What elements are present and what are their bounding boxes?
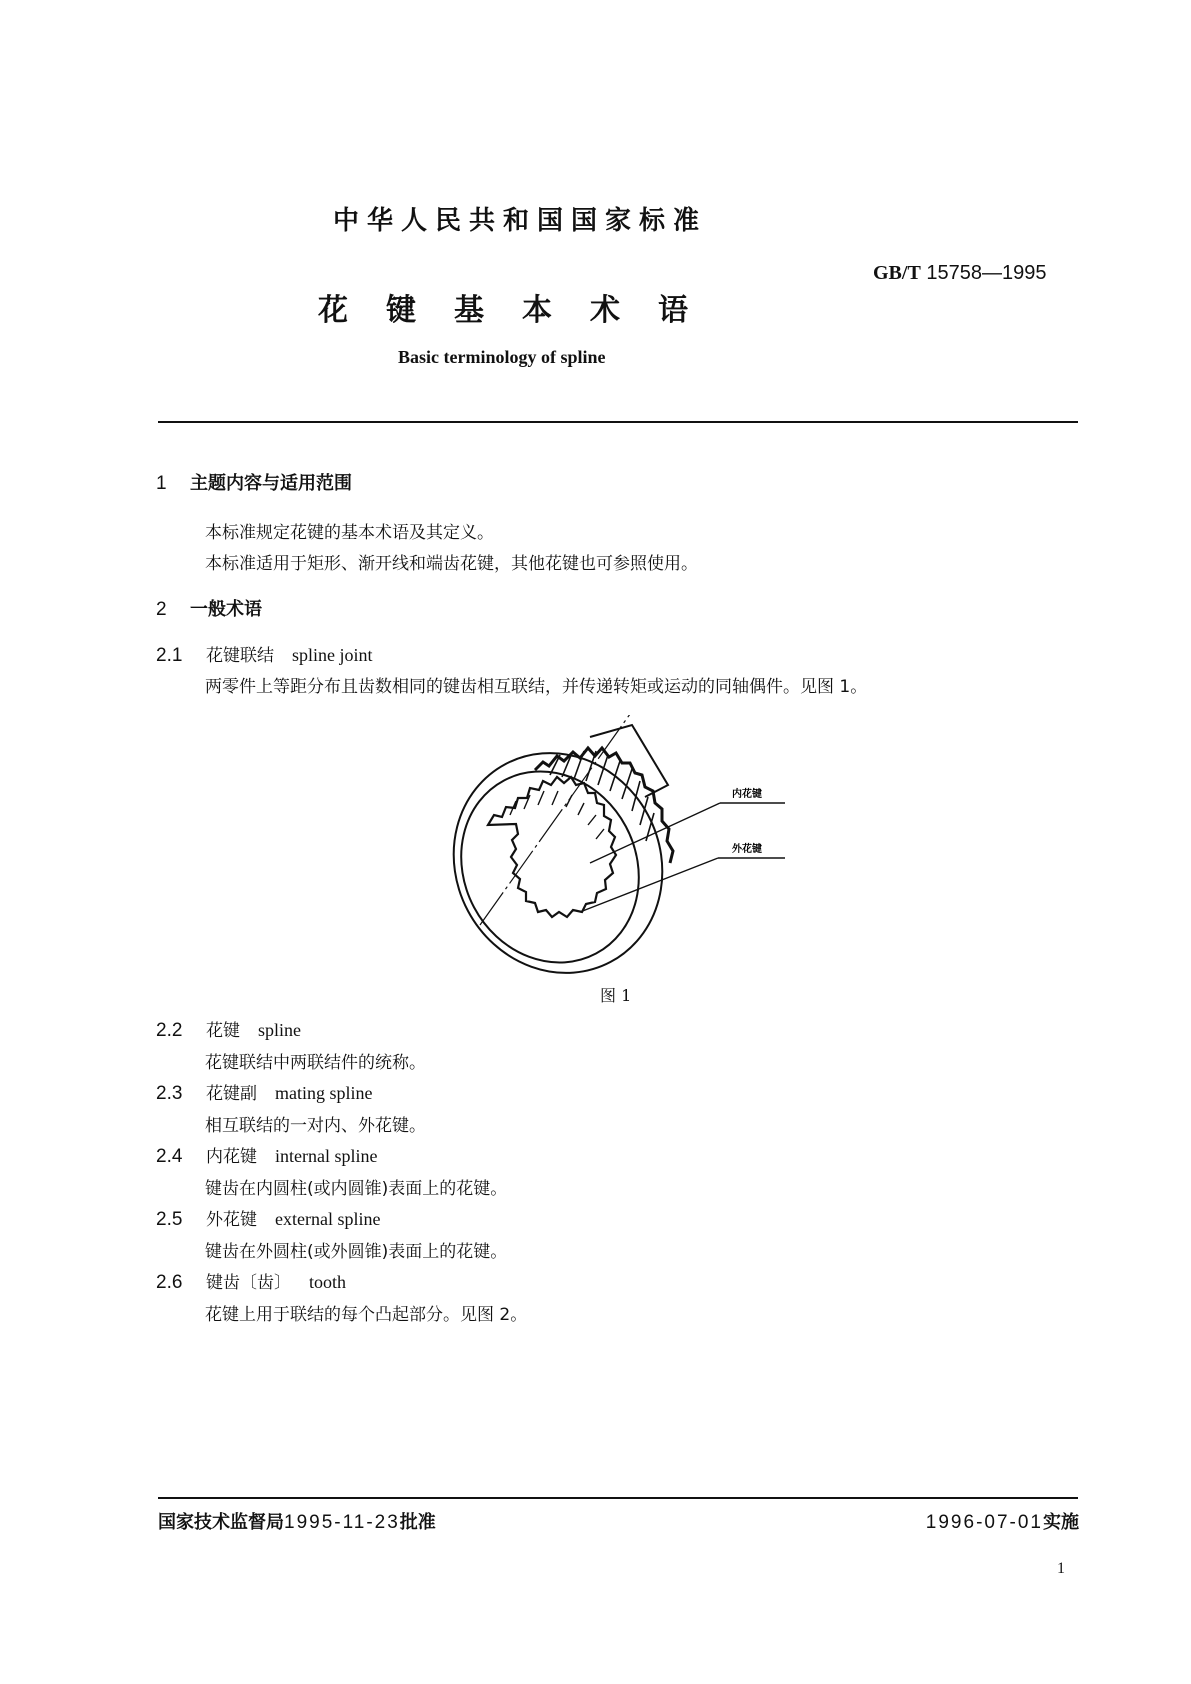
term-number: 2.4 [156,1146,183,1167]
section-1-paragraph: 本标准规定花键的基本术语及其定义。 [205,523,494,543]
term-definition: 键齿在内圆柱(或内圆锥)表面上的花键。 [205,1179,508,1199]
label-external-spline: 外花键 [732,844,762,855]
document-title-cn: 花键基本术语 [318,293,726,328]
standard-prefix: GB/T [873,262,921,284]
term-cn: 键齿〔齿〕 [206,1273,291,1293]
term-definition: 花键上用于联结的每个凸起部分。见图 2。 [205,1305,528,1325]
term-heading [156,1205,380,1231]
term-cn: 内花键 [206,1147,257,1167]
term-heading [156,1268,346,1294]
term-definition: 两零件上等距分布且齿数相同的键齿相互联结，并传递转矩或运动的同轴偶件。见图 1。 [205,677,868,697]
section-number: 1 [156,473,167,494]
figure-caption: 图 1 [600,986,632,1005]
approval-org: 国家技术监督局 [158,1512,284,1533]
term-en: spline joint [292,645,373,665]
term-number: 2.3 [156,1083,183,1104]
section-1-paragraph: 本标准适用于矩形、渐开线和端齿花键，其他花键也可参照使用。 [205,554,698,574]
term-en: internal spline [275,1146,378,1166]
term-en: mating spline [275,1083,373,1103]
effective-date: 1996-07-01 [925,1512,1043,1533]
section-heading-2 [156,595,262,621]
term-en: spline [258,1020,301,1040]
standard-code: 15758—1995 [926,262,1047,284]
term-number: 2.1 [156,645,183,666]
approval-line [158,1508,436,1534]
term-cn: 花键联结 [206,646,274,666]
term-heading [156,641,373,667]
term-cn: 花键 [206,1021,240,1041]
section-title: 一般术语 [190,599,262,620]
approval-suffix: 批准 [399,1512,436,1533]
term-cn: 花键副 [206,1084,257,1104]
footer-divider [158,1497,1078,1499]
section-title: 主题内容与适用范围 [190,473,352,494]
section-number: 2 [156,599,167,620]
label-internal-spline: 内花键 [732,789,762,800]
term-heading [156,1016,301,1042]
term-en: tooth [309,1272,347,1292]
spline-joint-figure [440,715,800,980]
term-definition: 键齿在外圆柱(或外圆锥)表面上的花键。 [205,1242,508,1262]
effective-suffix: 实施 [1043,1512,1079,1533]
term-en: external spline [275,1209,381,1229]
term-heading [156,1079,373,1105]
term-number: 2.2 [156,1020,183,1041]
approval-date: 1995-11-23 [284,1512,400,1533]
term-number: 2.5 [156,1209,183,1230]
standard-number [873,262,1046,285]
effective-line [926,1508,1079,1534]
section-heading-1 [156,469,352,495]
document-title-en: Basic terminology of spline [398,347,606,367]
term-heading [156,1142,377,1168]
term-definition: 花键联结中两联结件的统称。 [205,1053,426,1073]
page-number: 1 [1057,1560,1065,1577]
header-divider [158,421,1078,423]
term-definition: 相互联结的一对内、外花键。 [205,1116,426,1136]
term-cn: 外花键 [206,1210,257,1230]
national-standard-heading: 中华人民共和国国家标准 [333,206,708,236]
term-number: 2.6 [156,1272,183,1293]
